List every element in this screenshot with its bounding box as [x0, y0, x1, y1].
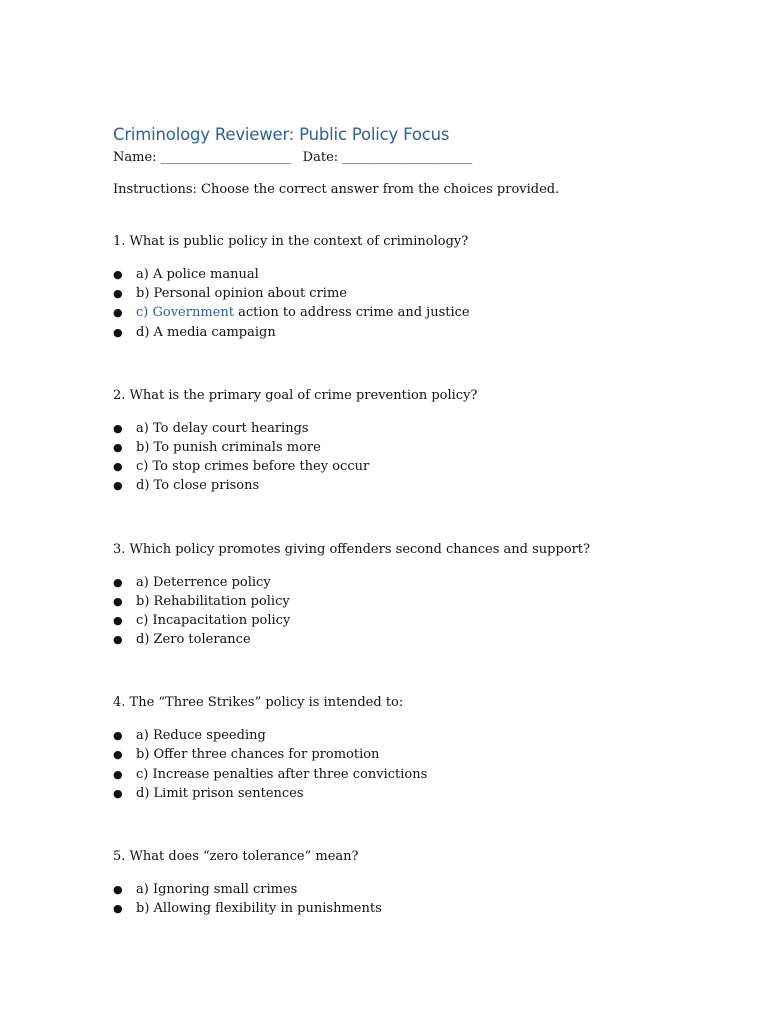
document-content: [113, 124, 713, 918]
bullet-icon: ●: [113, 594, 123, 608]
bullet-icon: ●: [113, 306, 123, 320]
bullet-icon: ●: [113, 613, 123, 627]
name-date-line: [113, 149, 713, 167]
list-item: ● c) To stop crimes before they occur: [113, 457, 713, 476]
question-1: 1. What is public policy in the context of criminology?: [113, 234, 469, 249]
name-field-line: Name: ____________________: [113, 150, 291, 165]
list-item: ● c) Government action to address crime and justice: [113, 303, 713, 322]
bullet-icon: ●: [113, 440, 123, 454]
list-item: ● b) To punish criminals more: [113, 438, 713, 457]
bullet-icon: ●: [113, 633, 123, 647]
bullet-icon: ●: [113, 748, 123, 762]
list-item: ● b) Rehabilitation policy: [113, 592, 713, 611]
bullet-icon: ●: [113, 883, 123, 896]
list-item: ● c) Incapacitation policy: [113, 611, 713, 630]
list-item: ● b) Offer three chances for promotion: [113, 745, 713, 764]
bullet-icon: ●: [113, 575, 123, 589]
question-5-choices: [113, 880, 713, 918]
bullet-icon: ●: [113, 729, 123, 743]
list-item: ● b) Personal opinion about crime: [113, 284, 713, 303]
question-3: 3. Which policy promotes giving offenders second chances and support?: [113, 541, 590, 557]
bullet-icon: ●: [113, 287, 123, 301]
list-item: ● d) To close prisons: [113, 476, 713, 495]
question-1-choices: [113, 265, 713, 342]
document-title: Criminology Reviewer: Public Policy Focus: [113, 125, 450, 144]
instructions-text: Instructions: Choose the correct answer from the choices provided.: [113, 182, 560, 197]
list-item: ● a) Ignoring small crimes: [113, 880, 713, 899]
question-3-choices: [113, 573, 713, 650]
list-item: ● d) Limit prison sentences: [113, 784, 713, 803]
list-item: ● b) Allowing flexibility in punishments: [113, 899, 713, 918]
bullet-icon: ●: [113, 902, 123, 916]
bullet-icon: ●: [113, 460, 123, 474]
bullet-icon: ●: [113, 479, 123, 493]
bullet-icon: ●: [113, 786, 123, 800]
question-2: 2. What is the primary goal of crime prevention policy?: [113, 387, 478, 403]
bullet-icon: ●: [113, 421, 123, 435]
question-5: 5. What does “zero tolerance” mean?: [113, 849, 359, 864]
list-item: ● a) A police manual: [113, 265, 713, 284]
highlighted-answer-text: c) Government: [136, 305, 234, 321]
list-item: ● d) Zero tolerance: [113, 630, 713, 649]
list-item: ● d) A media campaign: [113, 323, 713, 342]
bullet-icon: ●: [113, 767, 123, 781]
list-item: ● a) To delay court hearings: [113, 419, 713, 438]
list-item: ● a) Deterrence policy: [113, 573, 713, 592]
question-4: 4. The “Three Strikes” policy is intended to:: [113, 695, 404, 711]
bullet-icon: ●: [113, 325, 123, 339]
question-2-choices: [113, 419, 713, 496]
question-4-choices: [113, 726, 713, 803]
list-item: ● a) Reduce speeding: [113, 726, 713, 745]
list-item: ● c) Increase penalties after three convictions: [113, 765, 713, 784]
bullet-icon: ●: [113, 268, 123, 281]
date-field-line: Date: ____________________: [302, 150, 473, 165]
